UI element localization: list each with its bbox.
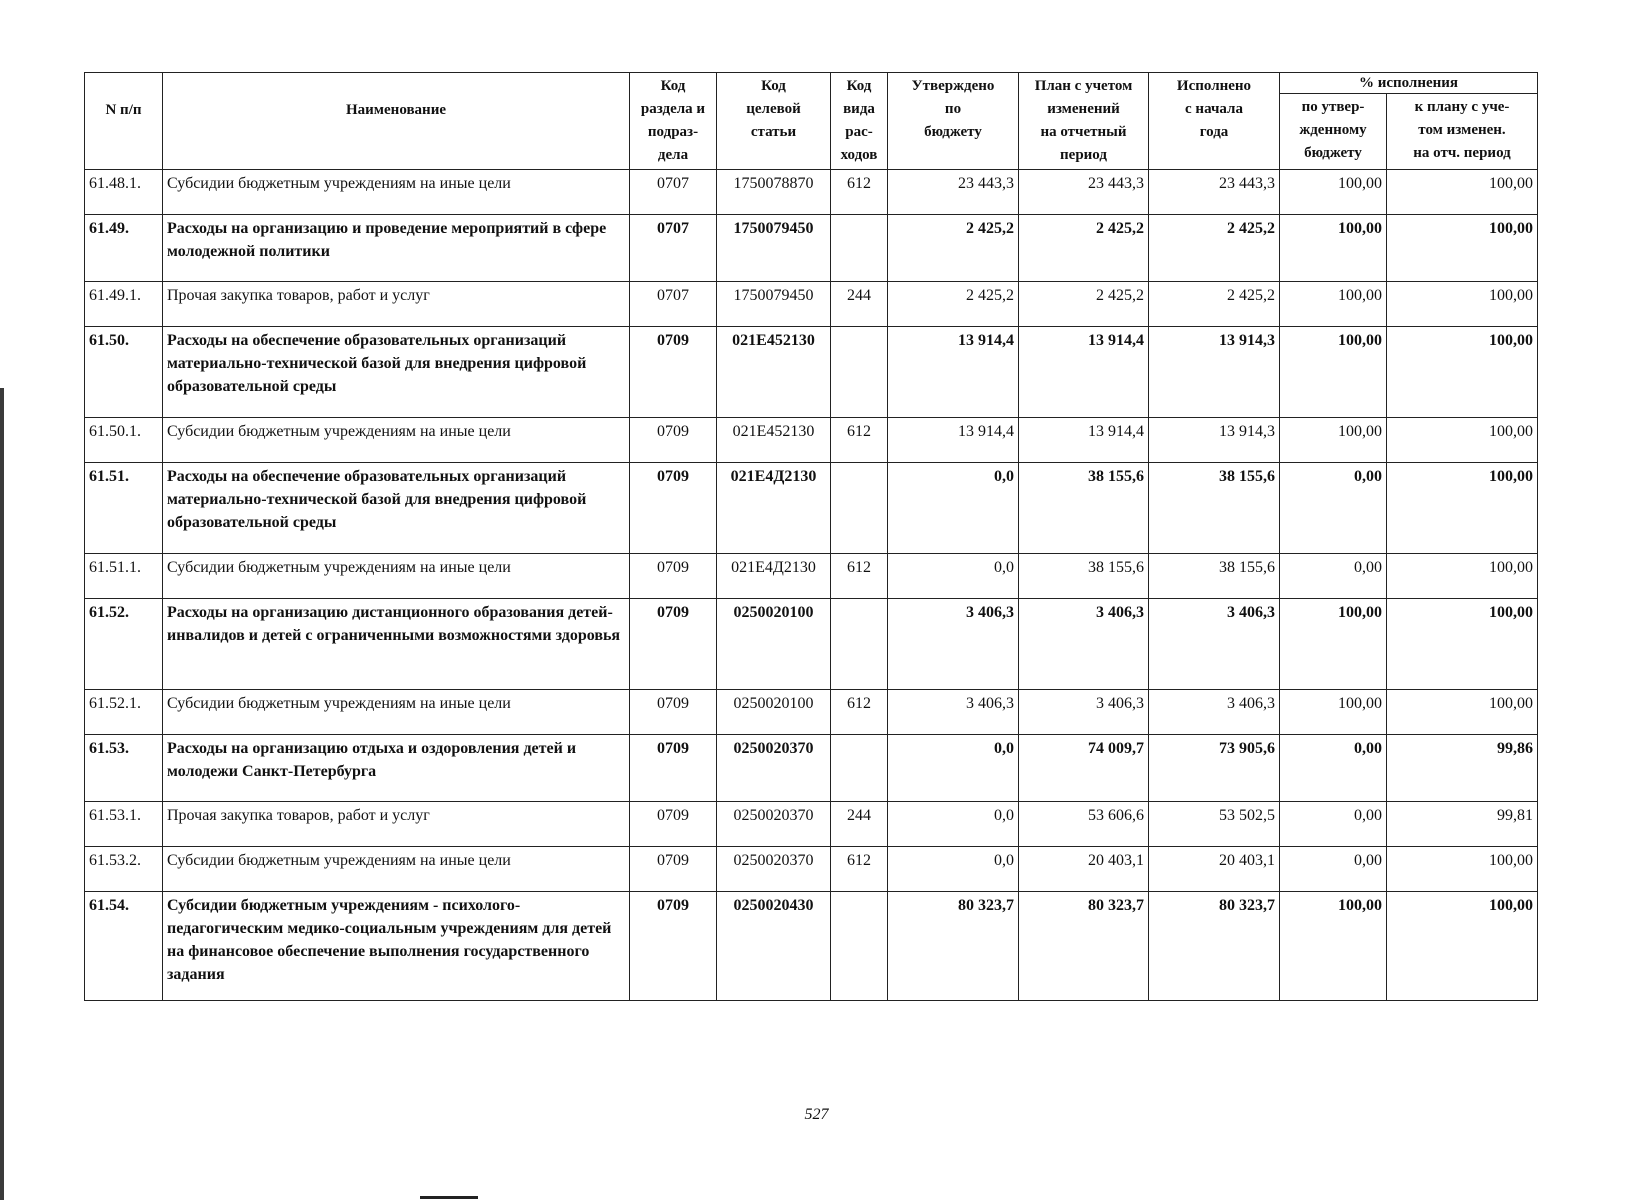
cell-plan: 2 425,2 [1019,215,1149,282]
cell-target: 1750079450 [717,215,831,282]
cell-executed: 73 905,6 [1149,735,1280,802]
cell-section: 0707 [630,215,717,282]
cell-pct-plan: 100,00 [1387,327,1538,418]
cell-approved: 2 425,2 [888,215,1019,282]
cell-section: 0709 [630,327,717,418]
cell-plan: 23 443,3 [1019,170,1149,215]
cell-section: 0709 [630,463,717,554]
cell-target: 021Е4Д2130 [717,554,831,599]
cell-section: 0709 [630,892,717,1001]
cell-target: 021Е4Д2130 [717,463,831,554]
header-target-code: Код целевой статьи [717,73,831,170]
cell-pct-budget: 100,00 [1280,215,1387,282]
cell-section: 0707 [630,282,717,327]
cell-section: 0709 [630,599,717,690]
header-pct-group: % исполнения [1280,73,1538,94]
cell-num: 61.52. [85,599,163,690]
scan-edge-shadow [0,388,4,1200]
cell-section: 0709 [630,802,717,847]
cell-name: Субсидии бюджетным учреждениям на иные цели [163,554,630,599]
table-row [85,215,1538,282]
cell-approved: 80 323,7 [888,892,1019,1001]
cell-executed: 38 155,6 [1149,554,1280,599]
cell-pct-plan: 100,00 [1387,170,1538,215]
cell-kind: 612 [831,554,888,599]
cell-executed: 53 502,5 [1149,802,1280,847]
cell-name: Прочая закупка товаров, работ и услуг [163,802,630,847]
cell-kind: 612 [831,170,888,215]
cell-name: Субсидии бюджетным учреждениям на иные цели [163,170,630,215]
cell-name: Расходы на организацию отдыха и оздоровления детей и молодежи Санкт-Петербурга [163,735,630,802]
cell-executed: 2 425,2 [1149,215,1280,282]
table-row [85,735,1538,802]
cell-plan: 3 406,3 [1019,690,1149,735]
cell-pct-plan: 100,00 [1387,892,1538,1001]
header-kind-code: Код вида рас- ходов [831,73,888,170]
cell-executed: 80 323,7 [1149,892,1280,1001]
cell-section: 0709 [630,847,717,892]
cell-plan: 20 403,1 [1019,847,1149,892]
cell-num: 61.50. [85,327,163,418]
cell-plan: 13 914,4 [1019,418,1149,463]
header-num: N п/п [85,73,163,170]
cell-plan: 3 406,3 [1019,599,1149,690]
cell-approved: 2 425,2 [888,282,1019,327]
cell-kind [831,215,888,282]
header-plan: План с учетом изменений на отчетный период [1019,73,1149,170]
cell-target: 021Е452130 [717,327,831,418]
cell-approved: 0,0 [888,554,1019,599]
cell-approved: 3 406,3 [888,690,1019,735]
cell-plan: 80 323,7 [1019,892,1149,1001]
cell-kind [831,599,888,690]
cell-executed: 20 403,1 [1149,847,1280,892]
cell-plan: 38 155,6 [1019,463,1149,554]
page-number: 527 [804,1106,829,1123]
header-name: Наименование [163,73,630,170]
table-header [85,73,1538,170]
table-row [85,327,1538,418]
table-row [85,463,1538,554]
cell-executed: 13 914,3 [1149,327,1280,418]
cell-approved: 0,0 [888,847,1019,892]
table-row [85,170,1538,215]
cell-approved: 13 914,4 [888,418,1019,463]
cell-target: 0250020370 [717,847,831,892]
cell-pct-plan: 100,00 [1387,690,1538,735]
header-section-code: Код раздела и подраз- дела [630,73,717,170]
cell-section: 0709 [630,418,717,463]
cell-target: 0250020370 [717,735,831,802]
cell-target: 1750078870 [717,170,831,215]
cell-target: 0250020100 [717,690,831,735]
cell-pct-plan: 99,81 [1387,802,1538,847]
cell-kind: 612 [831,847,888,892]
cell-executed: 23 443,3 [1149,170,1280,215]
cell-executed: 2 425,2 [1149,282,1280,327]
cell-target: 0250020370 [717,802,831,847]
cell-name: Субсидии бюджетным учреждениям - психолого-педагогическим медико-социальным учреждениям для детей на финансовое обеспечение выполнения государственного задания [163,892,630,1001]
header-approved: Утверждено по бюджету [888,73,1019,170]
header-pct-budget: по утвер- жденному бюджету [1280,94,1387,170]
header-pct-plan: к плану с уче- том изменен. на отч. период [1387,94,1538,170]
table-body [85,170,1538,1001]
cell-pct-budget: 100,00 [1280,892,1387,1001]
cell-kind [831,463,888,554]
cell-target: 0250020100 [717,599,831,690]
cell-plan: 13 914,4 [1019,327,1149,418]
cell-section: 0709 [630,735,717,802]
table-row [85,418,1538,463]
cell-num: 61.48.1. [85,170,163,215]
table-row [85,847,1538,892]
cell-name: Расходы на обеспечение образовательных организаций материально-технической базой для внедрения цифровой образовательной среды [163,327,630,418]
cell-pct-budget: 100,00 [1280,170,1387,215]
cell-pct-budget: 100,00 [1280,418,1387,463]
cell-pct-budget: 0,00 [1280,554,1387,599]
cell-executed: 3 406,3 [1149,690,1280,735]
cell-approved: 0,0 [888,735,1019,802]
table-row [85,282,1538,327]
cell-plan: 53 606,6 [1019,802,1149,847]
cell-pct-plan: 99,86 [1387,735,1538,802]
cell-pct-plan: 100,00 [1387,847,1538,892]
cell-pct-plan: 100,00 [1387,554,1538,599]
cell-pct-budget: 100,00 [1280,690,1387,735]
cell-kind: 244 [831,282,888,327]
cell-num: 61.51.1. [85,554,163,599]
cell-pct-plan: 100,00 [1387,418,1538,463]
cell-pct-budget: 100,00 [1280,282,1387,327]
cell-num: 61.52.1. [85,690,163,735]
cell-name: Субсидии бюджетным учреждениям на иные цели [163,690,630,735]
scan-bottom-mark [420,1196,478,1199]
cell-name: Расходы на организацию дистанционного образования детей-инвалидов и детей с ограниченными возможностями здоровья [163,599,630,690]
table-row [85,599,1538,690]
cell-plan: 74 009,7 [1019,735,1149,802]
cell-kind [831,892,888,1001]
table-row [85,554,1538,599]
table-row [85,690,1538,735]
cell-pct-budget: 0,00 [1280,802,1387,847]
cell-num: 61.50.1. [85,418,163,463]
cell-num: 61.53. [85,735,163,802]
cell-pct-plan: 100,00 [1387,282,1538,327]
cell-target: 1750079450 [717,282,831,327]
cell-name: Субсидии бюджетным учреждениям на иные цели [163,847,630,892]
cell-name: Субсидии бюджетным учреждениям на иные цели [163,418,630,463]
cell-kind: 612 [831,418,888,463]
cell-kind: 612 [831,690,888,735]
cell-num: 61.51. [85,463,163,554]
cell-executed: 13 914,3 [1149,418,1280,463]
cell-pct-budget: 0,00 [1280,463,1387,554]
cell-num: 61.53.2. [85,847,163,892]
cell-plan: 38 155,6 [1019,554,1149,599]
cell-kind [831,327,888,418]
header-executed: Исполнено с начала года [1149,73,1280,170]
cell-section: 0709 [630,554,717,599]
cell-pct-plan: 100,00 [1387,463,1538,554]
cell-approved: 13 914,4 [888,327,1019,418]
cell-target: 0250020430 [717,892,831,1001]
table-row [85,802,1538,847]
cell-num: 61.49. [85,215,163,282]
cell-pct-budget: 0,00 [1280,735,1387,802]
cell-kind: 244 [831,802,888,847]
cell-pct-plan: 100,00 [1387,599,1538,690]
cell-name: Прочая закупка товаров, работ и услуг [163,282,630,327]
cell-name: Расходы на обеспечение образовательных организаций материально-технической базой для внедрения цифровой образовательной среды [163,463,630,554]
cell-pct-plan: 100,00 [1387,215,1538,282]
cell-approved: 0,0 [888,802,1019,847]
table-row [85,892,1538,1001]
cell-approved: 0,0 [888,463,1019,554]
cell-executed: 38 155,6 [1149,463,1280,554]
cell-section: 0707 [630,170,717,215]
cell-pct-budget: 100,00 [1280,599,1387,690]
cell-approved: 3 406,3 [888,599,1019,690]
budget-execution-table [84,72,1538,1001]
cell-num: 61.54. [85,892,163,1001]
cell-name: Расходы на организацию и проведение мероприятий в сфере молодежной политики [163,215,630,282]
cell-section: 0709 [630,690,717,735]
cell-num: 61.53.1. [85,802,163,847]
cell-approved: 23 443,3 [888,170,1019,215]
cell-pct-budget: 0,00 [1280,847,1387,892]
cell-target: 021Е452130 [717,418,831,463]
cell-pct-budget: 100,00 [1280,327,1387,418]
cell-plan: 2 425,2 [1019,282,1149,327]
cell-kind [831,735,888,802]
cell-num: 61.49.1. [85,282,163,327]
cell-executed: 3 406,3 [1149,599,1280,690]
